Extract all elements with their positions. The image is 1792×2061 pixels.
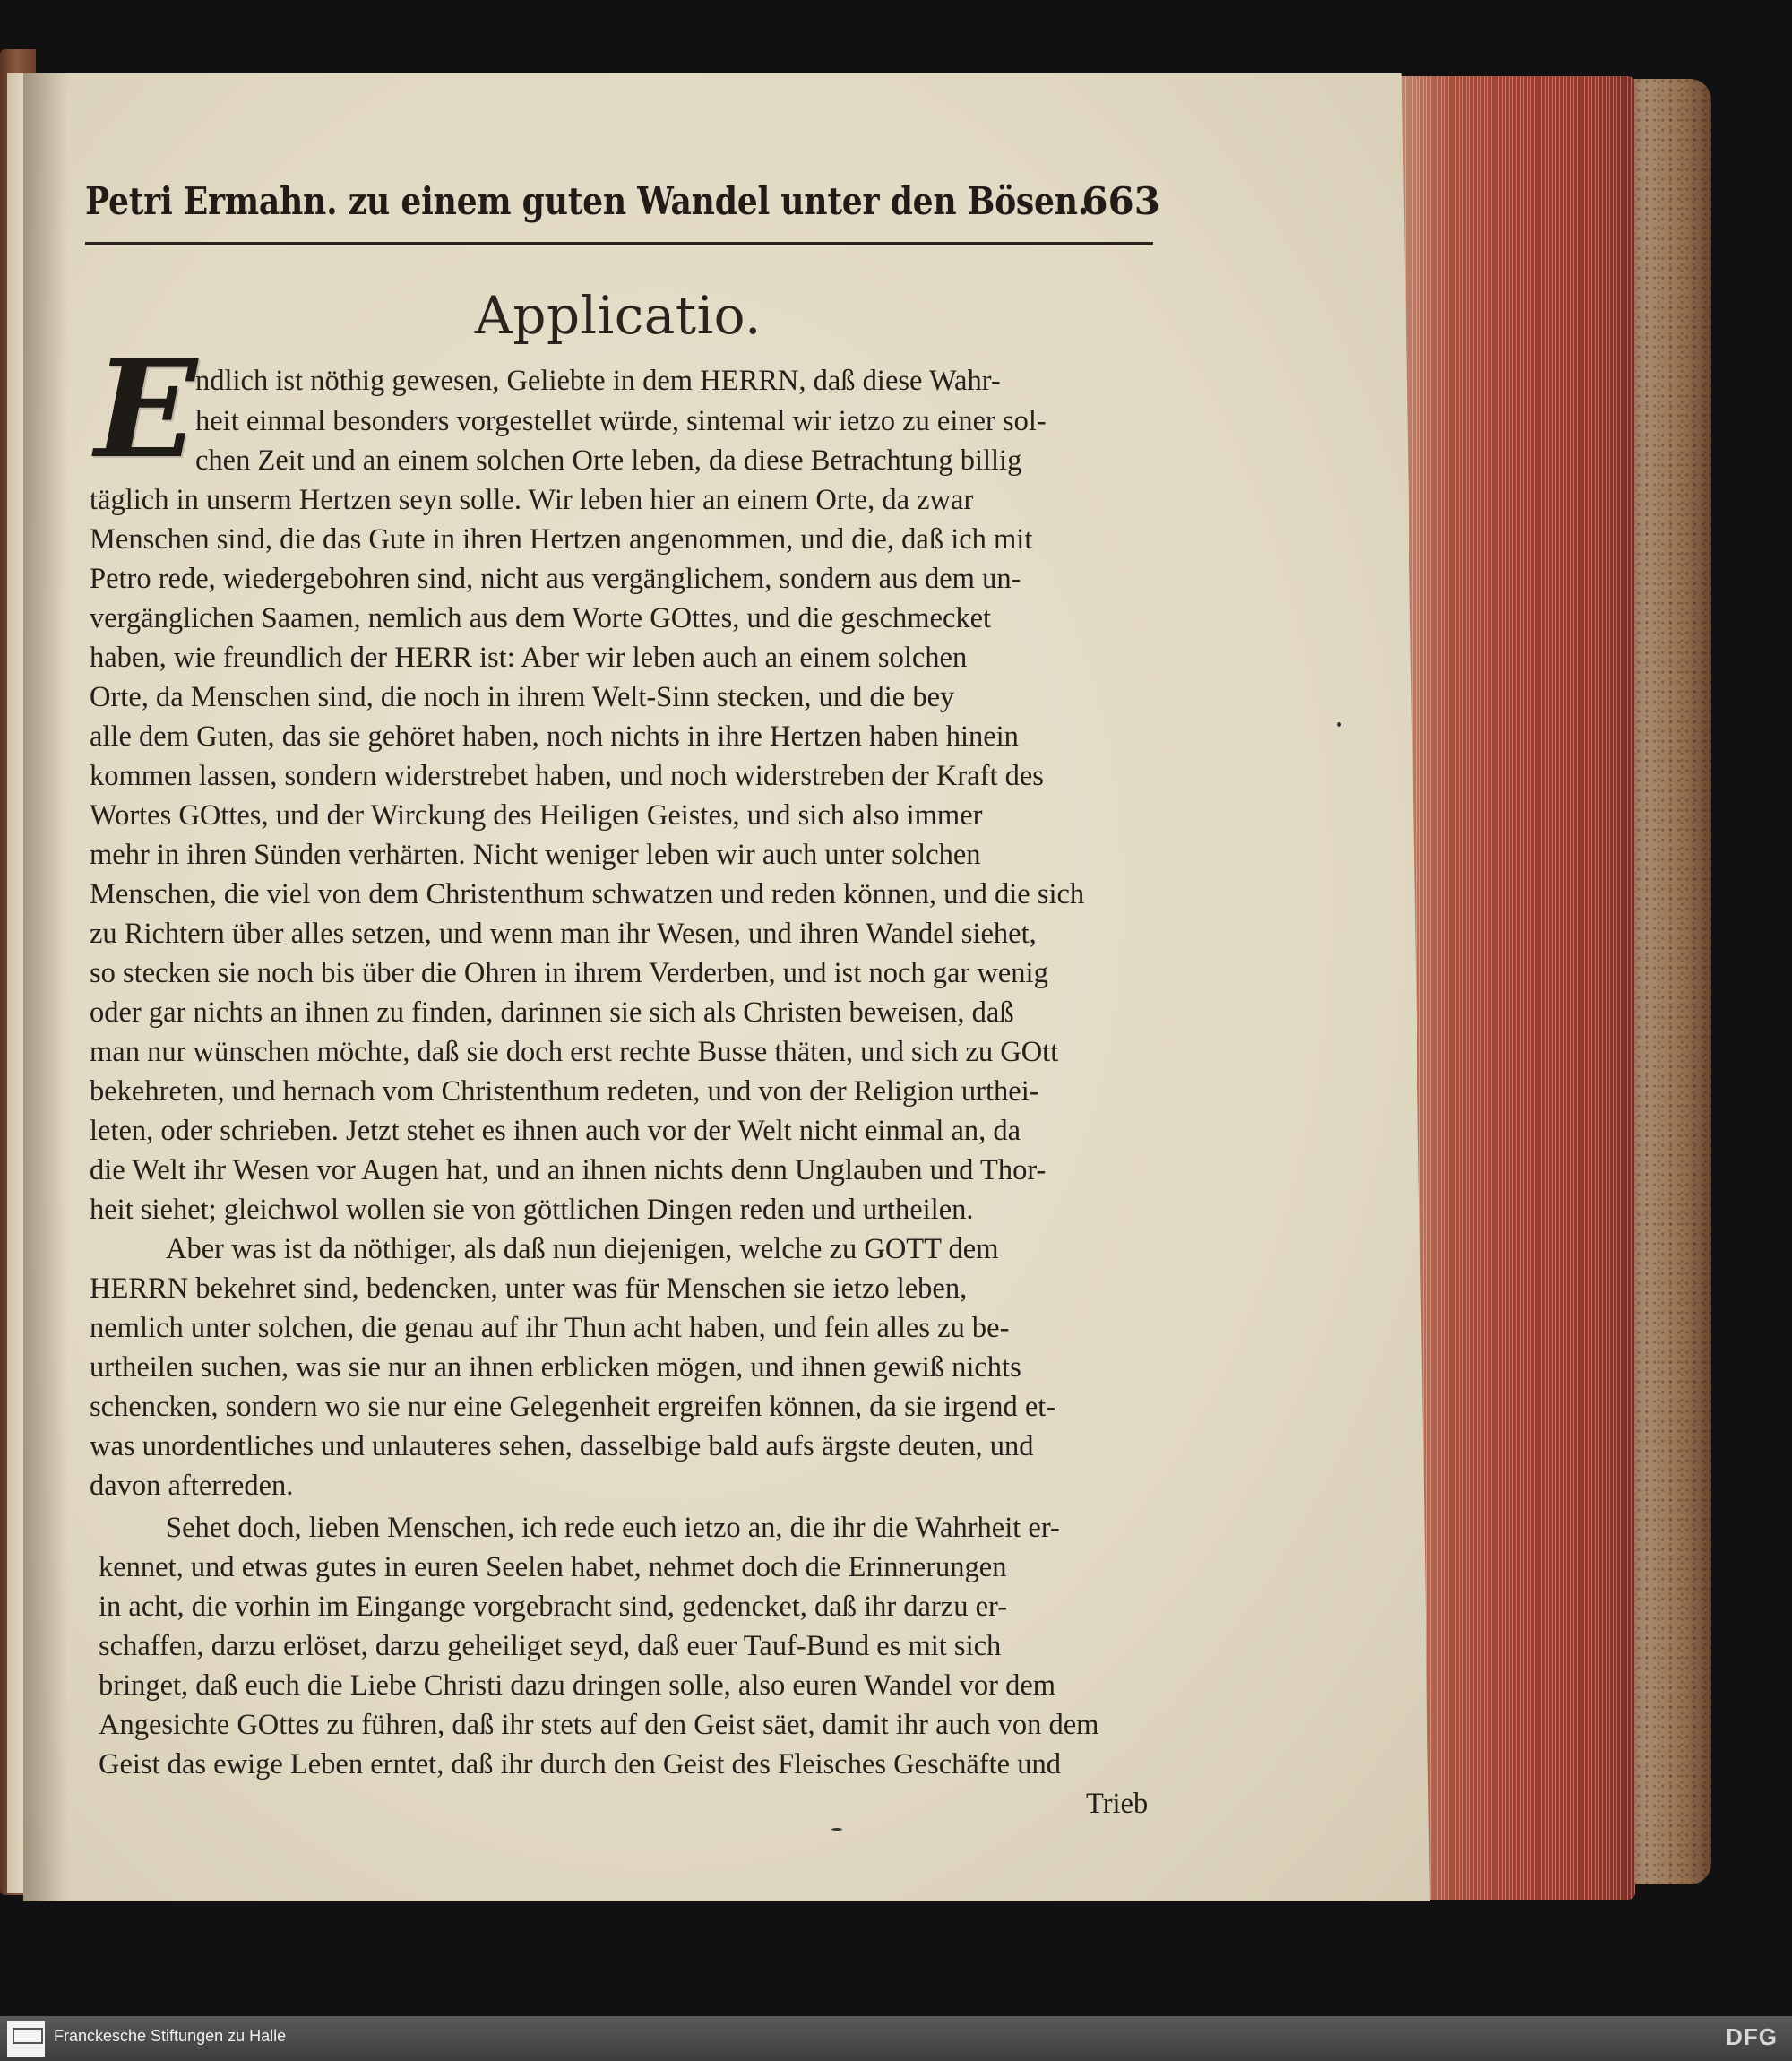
text-line: leten, oder schrieben. Jetzt stehet es ihnen auch vor der Welt nicht einmal an, da (90, 1115, 1021, 1147)
text-line: haben, wie freundlich der HERR ist: Aber wir leben auch an einem solchen (90, 642, 968, 674)
text-line: HERRN bekehret sind, bedencken, unter was für Menschen sie ietzo leben, (90, 1272, 968, 1305)
running-head: Petri Ermahn. zu einem guten Wandel unter den Bösen. (85, 179, 1090, 223)
text-line: nemlich unter solchen, die genau auf ihr Thun acht haben, und fein alles zu be- (90, 1312, 1010, 1344)
text-line: Aber was ist da nöthiger, als daß nun diejenigen, welche zu GOTT dem (166, 1233, 999, 1265)
footer-institution: Franckesche Stiftungen zu Halle (54, 2027, 287, 2045)
catchword: Trieb (1086, 1788, 1149, 1820)
text-line: so stecken sie noch bis über die Ohren in ihrem Verderben, und ist noch gar wenig (90, 957, 1048, 989)
drop-cap: E (94, 331, 198, 488)
text-line: heit einmal besonders vorgestellet würde, sintemal wir ietzo zu einer sol- (195, 405, 1047, 437)
text-line: Geist das ewige Leben erntet, daß ihr durch den Geist des Fleisches Geschäfte und (99, 1748, 1061, 1781)
ink-speck (831, 1828, 842, 1831)
text-line: urtheilen suchen, was sie nur an ihnen erblicken mögen, und ihnen gewiß nichts (90, 1351, 1021, 1384)
text-line: Wortes GOttes, und der Wirckung des Heiligen Geistes, und sich also immer (90, 799, 983, 832)
text-line: bekehreten, und hernach vom Christenthum redeten, und von der Religion urthei- (90, 1075, 1039, 1108)
page-header (85, 179, 1160, 251)
section-title: Applicatio. (475, 285, 762, 346)
text-line: heit siehet; gleichwol wollen sie von göttlichen Dingen reden und urtheilen. (90, 1194, 974, 1226)
text-line: man nur wünschen möchte, daß sie doch erst rechte Busse thäten, und sich zu GOtt (90, 1036, 1059, 1068)
text-line: oder gar nichts an ihnen zu finden, darinnen sie sich als Christen beweisen, daß (90, 996, 1014, 1029)
text-line: was unordentliches und unlauteres sehen, dasselbige bald aufs ärgste deuten, und (90, 1430, 1034, 1462)
text-line: Angesichte GOttes zu führen, daß ihr stets auf den Geist säet, damit ihr auch von dem (99, 1709, 1099, 1741)
text-line: Menschen sind, die das Gute in ihren Hertzen angenommen, und die, daß ich mit (90, 523, 1033, 556)
text-line: schaffen, darzu erlöset, darzu geheiliget seyd, daß euer Tauf-Bund es mit sich (99, 1630, 1002, 1662)
text-line: bringet, daß euch die Liebe Christi dazu dringen solle, also euren Wandel vor dem (99, 1669, 1056, 1702)
text-line: kommen lassen, sondern widerstrebet haben, und noch widerstreben der Kraft des (90, 760, 1044, 792)
footer-dfg-mark: DFG (1726, 2023, 1778, 2050)
text-line: alle dem Guten, das sie gehöret haben, noch nichts in ihre Hertzen haben hinein (90, 720, 1019, 753)
page-number: 663 (1081, 179, 1160, 223)
text-line: davon afterreden. (90, 1470, 294, 1502)
institution-logo (7, 2021, 45, 2057)
text-line: Petro rede, wiedergebohren sind, nicht aus vergänglichem, sondern aus dem un- (90, 563, 1021, 595)
text-line: in acht, die vorhin im Eingange vorgebracht sind, gedencket, daß ihr darzu er- (99, 1591, 1008, 1623)
text-line: täglich in unserm Hertzen seyn solle. Wir leben hier an einem Orte, da zwar (90, 484, 974, 516)
text-line: kennet, und etwas gutes in euren Seelen habet, nehmet doch die Erinnerungen (99, 1551, 1007, 1583)
ink-speck (1337, 722, 1341, 727)
page-gutter-shadow (23, 73, 68, 1901)
text-line: Sehet doch, lieben Menschen, ich rede euch ietzo an, die ihr die Wahrheit er- (166, 1512, 1060, 1544)
text-line: schencken, sondern wo sie nur eine Gelegenheit ergreifen können, da sie irgend et- (90, 1391, 1056, 1423)
header-rule (85, 242, 1153, 245)
text-line: chen Zeit und an einem solchen Orte leben, da diese Betrachtung billig (195, 444, 1022, 477)
text-line: Orte, da Menschen sind, die noch in ihrem Welt-Sinn stecken, und die bey (90, 681, 955, 713)
text-line: ndlich ist nöthig gewesen, Geliebte in dem HERRN, daß diese Wahr- (195, 365, 1001, 397)
text-line: die Welt ihr Wesen vor Augen hat, und an ihnen nichts denn Unglauben und Thor- (90, 1154, 1047, 1186)
text-line: zu Richtern über alles setzen, und wenn man ihr Wesen, und ihren Wandel siehet, (90, 918, 1037, 950)
text-line: mehr in ihren Sünden verhärten. Nicht weniger leben wir auch unter solchen (90, 839, 981, 871)
text-line: vergänglichen Saamen, nemlich aus dem Worte GOttes, und die geschmecket (90, 602, 992, 634)
text-line: Menschen, die viel von dem Christenthum schwatzen und reden können, und die sich (90, 878, 1085, 910)
